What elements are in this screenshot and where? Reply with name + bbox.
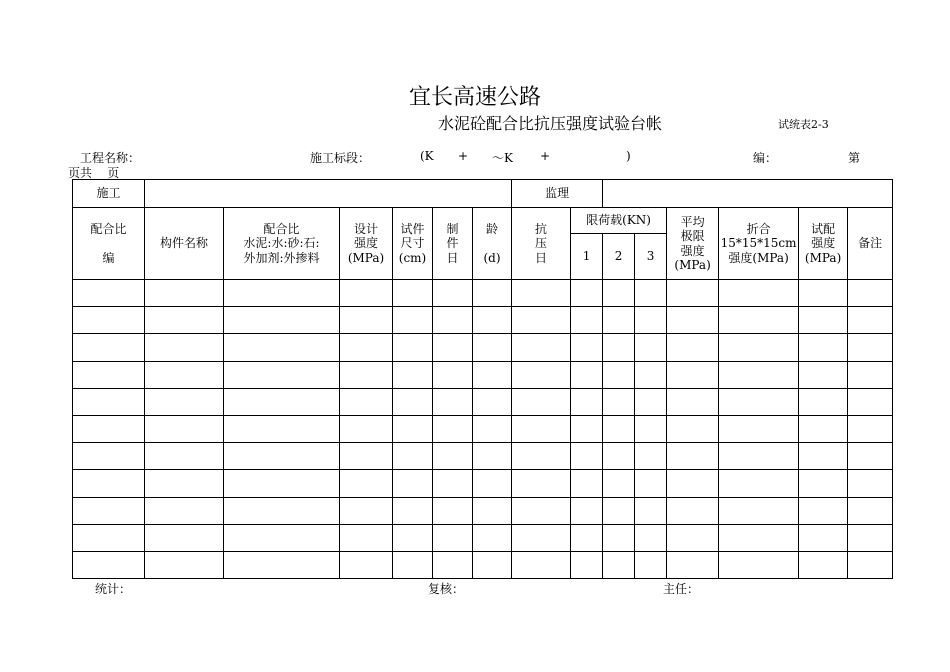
table-cell[interactable] [512, 307, 571, 334]
table-cell[interactable] [433, 415, 473, 442]
table-row [73, 497, 893, 524]
table-cell[interactable] [473, 443, 512, 470]
col-load-1: 1 [571, 234, 603, 280]
table-cell[interactable] [667, 280, 719, 307]
table-cell[interactable] [473, 361, 512, 388]
table-cell[interactable] [433, 443, 473, 470]
table-cell[interactable] [73, 307, 145, 334]
table-cell[interactable] [473, 497, 512, 524]
table-cell[interactable] [393, 524, 433, 551]
mileage-tilde-k: ～K [492, 151, 513, 165]
table-cell[interactable] [393, 415, 433, 442]
table-cell[interactable] [433, 524, 473, 551]
table-cell[interactable] [393, 334, 433, 361]
table-cell[interactable] [603, 443, 635, 470]
document-title: 宜长高速公路 [408, 85, 541, 110]
table-cell[interactable] [571, 470, 603, 497]
table-row [73, 388, 893, 415]
table-cell[interactable] [433, 280, 473, 307]
mileage-plus-2: + [540, 149, 551, 163]
table-cell[interactable] [571, 361, 603, 388]
table-cell[interactable] [224, 388, 340, 415]
table-cell[interactable] [603, 524, 635, 551]
table-cell[interactable] [224, 443, 340, 470]
table-cell[interactable] [719, 551, 799, 578]
table-cell[interactable] [635, 415, 667, 442]
table-cell[interactable] [512, 524, 571, 551]
table-cell[interactable] [719, 497, 799, 524]
col-member-name: 构件名称 [145, 208, 224, 280]
table-cell[interactable] [73, 334, 145, 361]
table-cell[interactable] [571, 307, 603, 334]
table-cell[interactable] [848, 524, 893, 551]
table-cell[interactable] [848, 334, 893, 361]
table-cell[interactable] [848, 443, 893, 470]
table-cell[interactable] [393, 497, 433, 524]
table-cell[interactable] [473, 551, 512, 578]
col-load-limit: 限荷载(KN) [571, 208, 667, 234]
page-label-rest: 页共 页 [68, 166, 120, 180]
table-cell[interactable] [145, 415, 224, 442]
table-cell[interactable] [473, 524, 512, 551]
table-cell[interactable] [848, 388, 893, 415]
table-cell[interactable] [719, 443, 799, 470]
table-cell[interactable] [224, 415, 340, 442]
table-cell[interactable] [433, 497, 473, 524]
project-name-label: 工程名称： [80, 151, 141, 165]
table-cell[interactable] [145, 361, 224, 388]
table-cell[interactable] [603, 280, 635, 307]
table-cell[interactable] [719, 280, 799, 307]
supervision-value[interactable] [603, 180, 893, 208]
construction-value[interactable] [145, 180, 512, 208]
table-cell[interactable] [719, 334, 799, 361]
table-cell[interactable] [635, 497, 667, 524]
table-cell[interactable] [145, 497, 224, 524]
table-cell[interactable] [848, 361, 893, 388]
table-cell[interactable] [667, 551, 719, 578]
table-cell[interactable] [73, 280, 145, 307]
table-cell[interactable] [603, 497, 635, 524]
table-cell[interactable] [433, 388, 473, 415]
table-cell[interactable] [799, 280, 848, 307]
table-cell[interactable] [635, 280, 667, 307]
table-cell[interactable] [73, 470, 145, 497]
table-cell[interactable] [393, 443, 433, 470]
table-cell[interactable] [667, 415, 719, 442]
table-cell[interactable] [433, 361, 473, 388]
table-cell[interactable] [73, 497, 145, 524]
table-cell[interactable] [473, 334, 512, 361]
table-cell[interactable] [73, 361, 145, 388]
table-cell[interactable] [73, 443, 145, 470]
col-mix-number: 配合比 编 [73, 208, 145, 280]
table-row [73, 334, 893, 361]
table-cell[interactable] [799, 551, 848, 578]
table-cell[interactable] [603, 415, 635, 442]
table-cell[interactable] [667, 497, 719, 524]
table-cell[interactable] [224, 307, 340, 334]
table-cell[interactable] [635, 334, 667, 361]
table-cell[interactable] [393, 361, 433, 388]
table-cell[interactable] [571, 497, 603, 524]
section-label: 施工标段： [310, 151, 371, 165]
table-cell[interactable] [73, 524, 145, 551]
table-cell[interactable] [393, 388, 433, 415]
table-cell[interactable] [571, 443, 603, 470]
table-cell[interactable] [73, 415, 145, 442]
table-cell[interactable] [340, 524, 393, 551]
table-cell[interactable] [224, 280, 340, 307]
table-cell[interactable] [571, 415, 603, 442]
supervisor-label: 主任： [663, 582, 700, 596]
table-cell[interactable] [635, 361, 667, 388]
table-cell[interactable] [848, 307, 893, 334]
table-cell[interactable] [848, 497, 893, 524]
table-row [73, 551, 893, 578]
table-cell[interactable] [848, 415, 893, 442]
table-cell[interactable] [799, 388, 848, 415]
table-cell[interactable] [603, 361, 635, 388]
table-cell[interactable] [433, 470, 473, 497]
table-cell[interactable] [224, 334, 340, 361]
table-cell[interactable] [224, 361, 340, 388]
table-cell[interactable] [224, 524, 340, 551]
compile-label: 编： [753, 151, 778, 165]
table-cell[interactable] [603, 551, 635, 578]
table-cell[interactable] [571, 280, 603, 307]
table-cell[interactable] [571, 334, 603, 361]
table-cell[interactable] [340, 497, 393, 524]
table-cell[interactable] [667, 470, 719, 497]
table-cell[interactable] [667, 307, 719, 334]
table-cell[interactable] [393, 307, 433, 334]
table-row [73, 361, 893, 388]
table-cell[interactable] [145, 551, 224, 578]
table-cell[interactable] [512, 415, 571, 442]
table-cell[interactable] [667, 524, 719, 551]
table-cell[interactable] [799, 415, 848, 442]
col-load-3: 3 [635, 234, 667, 280]
table-row [73, 280, 893, 307]
column-header-row-1 [73, 208, 893, 234]
table-cell[interactable] [635, 388, 667, 415]
table-cell[interactable] [340, 551, 393, 578]
table-cell[interactable] [512, 280, 571, 307]
table-cell[interactable] [145, 524, 224, 551]
table-cell[interactable] [512, 388, 571, 415]
col-avg-strength: 平均 极限 强度 (MPa) [667, 208, 719, 280]
table-cell[interactable] [145, 470, 224, 497]
form-number: 试统表2-3 [778, 118, 829, 131]
col-specimen-size: 试件 尺寸 (cm) [393, 208, 433, 280]
table-cell[interactable] [635, 470, 667, 497]
table-cell[interactable] [512, 497, 571, 524]
col-mix-ratio: 配合比 水泥:水:砂:石: 外加剂:外掺料 [224, 208, 340, 280]
supervision-label: 监理 [512, 180, 603, 208]
table-cell[interactable] [603, 307, 635, 334]
table-row [73, 470, 893, 497]
table-cell[interactable] [799, 334, 848, 361]
table-cell[interactable] [73, 551, 145, 578]
table-cell[interactable] [603, 470, 635, 497]
table-cell[interactable] [433, 307, 473, 334]
table-cell[interactable] [799, 361, 848, 388]
mileage-plus-1: + [458, 149, 469, 163]
table-cell[interactable] [340, 388, 393, 415]
table-cell[interactable] [512, 470, 571, 497]
table-cell[interactable] [512, 551, 571, 578]
table-cell[interactable] [848, 470, 893, 497]
table-cell[interactable] [433, 334, 473, 361]
table-cell[interactable] [719, 415, 799, 442]
table-cell[interactable] [340, 280, 393, 307]
table-cell[interactable] [340, 307, 393, 334]
col-made-date: 制 件 日 [433, 208, 473, 280]
table-cell[interactable] [719, 307, 799, 334]
table-cell[interactable] [473, 470, 512, 497]
table-cell[interactable] [512, 443, 571, 470]
table-row [73, 524, 893, 551]
table-cell[interactable] [224, 470, 340, 497]
table-cell[interactable] [145, 443, 224, 470]
construction-label: 施工 [73, 180, 145, 208]
col-remarks: 备注 [848, 208, 893, 280]
mileage-open: (K [420, 149, 434, 163]
table-cell[interactable] [393, 280, 433, 307]
strength-test-ledger-table [72, 179, 893, 579]
table-cell[interactable] [848, 280, 893, 307]
table-cell[interactable] [571, 524, 603, 551]
table-cell[interactable] [145, 307, 224, 334]
table-row [73, 415, 893, 442]
table-cell[interactable] [340, 361, 393, 388]
table-cell[interactable] [667, 334, 719, 361]
table-cell[interactable] [433, 551, 473, 578]
table-cell[interactable] [512, 361, 571, 388]
col-test-date: 抗 压 日 [512, 208, 571, 280]
table-row [73, 443, 893, 470]
table-cell[interactable] [799, 524, 848, 551]
col-design-strength: 设计 强度 (MPa) [340, 208, 393, 280]
table-cell[interactable] [473, 415, 512, 442]
table-cell[interactable] [635, 524, 667, 551]
table-cell[interactable] [799, 307, 848, 334]
col-converted-strength: 折合 15*15*15cm 强度(MPa) [719, 208, 799, 280]
table-cell[interactable] [512, 334, 571, 361]
table-cell[interactable] [719, 470, 799, 497]
table-cell[interactable] [603, 388, 635, 415]
table-cell[interactable] [719, 361, 799, 388]
col-trial-strength: 试配 强度 (MPa) [799, 208, 848, 280]
header-row-parties [73, 180, 893, 208]
table-cell[interactable] [473, 280, 512, 307]
table-cell[interactable] [145, 388, 224, 415]
table-cell[interactable] [799, 497, 848, 524]
review-label: 复核： [428, 582, 465, 596]
table-cell[interactable] [473, 388, 512, 415]
table-body [73, 280, 893, 579]
table-cell[interactable] [799, 443, 848, 470]
table-cell[interactable] [719, 388, 799, 415]
table-cell[interactable] [145, 280, 224, 307]
table-cell[interactable] [340, 415, 393, 442]
table-cell[interactable] [145, 334, 224, 361]
table-row [73, 307, 893, 334]
mileage-close: ) [626, 149, 631, 163]
table-cell[interactable] [667, 388, 719, 415]
table-cell[interactable] [635, 307, 667, 334]
table-cell[interactable] [224, 551, 340, 578]
table-cell[interactable] [635, 443, 667, 470]
col-load-2: 2 [603, 234, 635, 280]
table-cell[interactable] [603, 334, 635, 361]
table-cell[interactable] [340, 334, 393, 361]
table-cell[interactable] [340, 470, 393, 497]
table-cell[interactable] [393, 470, 433, 497]
document-subtitle: 水泥砼配合比抗压强度试验台帐 [437, 114, 662, 133]
table-cell[interactable] [635, 551, 667, 578]
table-cell[interactable] [719, 524, 799, 551]
table-cell[interactable] [667, 443, 719, 470]
table-cell[interactable] [340, 443, 393, 470]
table-cell[interactable] [667, 361, 719, 388]
page-label-di: 第 [848, 151, 861, 165]
col-age: 龄 (d) [473, 208, 512, 280]
table-cell[interactable] [224, 497, 340, 524]
table-cell[interactable] [473, 307, 512, 334]
table-cell[interactable] [848, 551, 893, 578]
table-cell[interactable] [73, 388, 145, 415]
table-cell[interactable] [571, 388, 603, 415]
table-cell[interactable] [571, 551, 603, 578]
table-cell[interactable] [393, 551, 433, 578]
table-cell[interactable] [799, 470, 848, 497]
stats-label: 统计： [95, 582, 132, 596]
